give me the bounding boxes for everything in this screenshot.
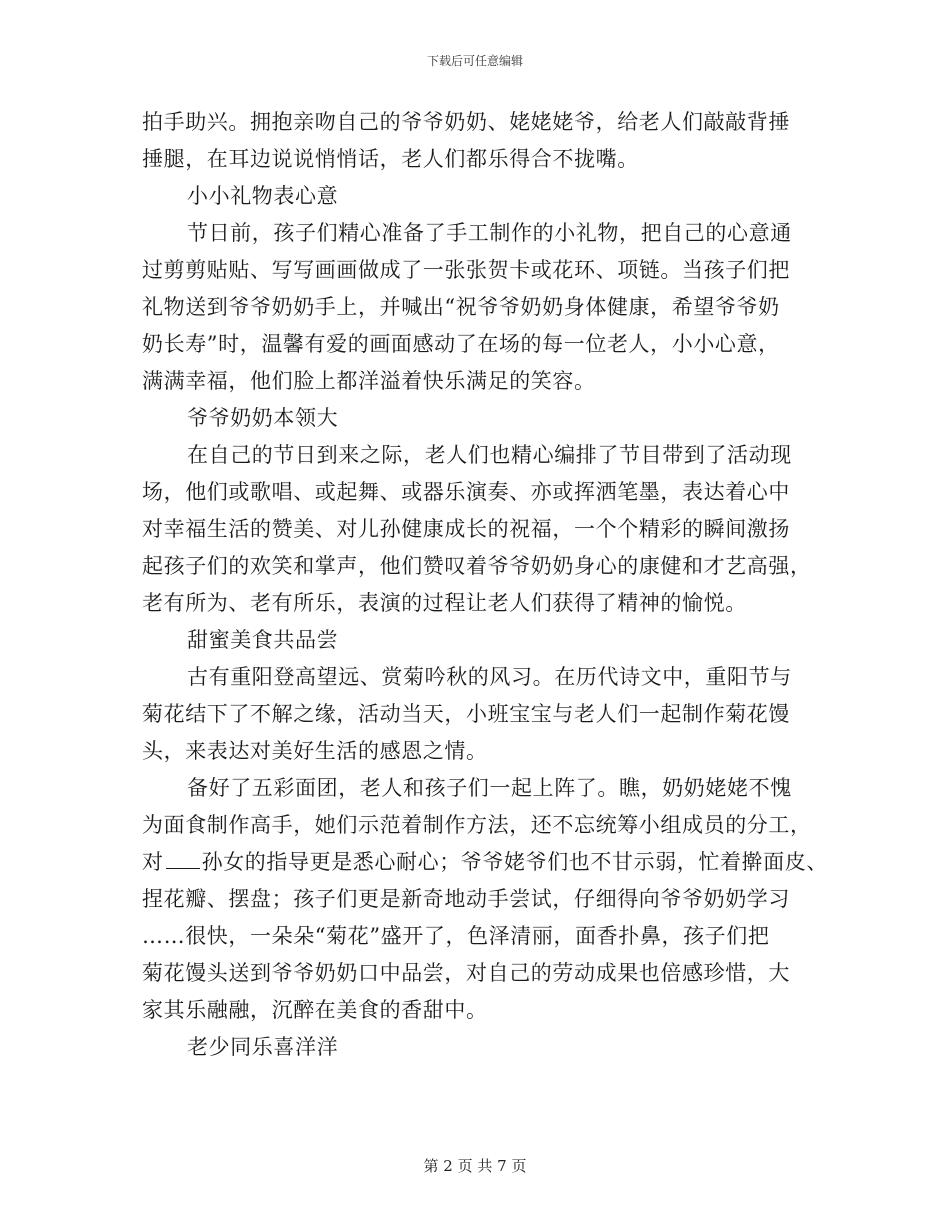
page-header: 下载后可任意编辑: [426, 54, 523, 68]
paragraph-line: 备好了五彩面团，老人和孩子们一起上阵了。瞧，奶奶姥姥不愧: [187, 776, 792, 800]
paragraph-line: 奶长寿”时，温馨有爱的画面感动了在场的每一位老人，小小心意，: [142, 332, 780, 356]
paragraph-line: 场，他们或歌唱、或起舞、或器乐演奏、亦或挥洒笔墨，表达着心中: [142, 480, 790, 504]
paragraph-line: 在自己的节日到来之际，老人们也精心编排了节目带到了活动现: [187, 443, 792, 467]
paragraph-line: ……很快，一朵朵“菊花”盛开了，色泽清丽，面香扑鼻，孩子们把: [142, 924, 770, 948]
fill-in-blank: [166, 848, 200, 869]
paragraph-line: 家其乐融融，沉醉在美食的香甜中。: [142, 998, 488, 1022]
paragraph-line: 菊花结下了不解之缘，活动当天，小班宝宝与老人们一起制作菊花馒: [142, 702, 790, 726]
paragraph-line: 节日前，孩子们精心准备了手工制作的小礼物，把自己的心意通: [187, 221, 792, 245]
paragraph-line: 对幸福生活的赞美、对儿孙健康成长的祝福，一个个精彩的瞬间激扬: [142, 517, 790, 541]
section-heading-food: 甜蜜美食共品尝: [187, 628, 339, 652]
paragraph-line: 菊花馒头送到爷爷奶奶口中品尝，对自己的劳动成果也倍感珍惜，大: [142, 961, 790, 985]
paragraph-line: 礼物送到爷爷奶奶手上，并喊出“祝爷爷奶奶身体健康，希望爷爷奶: [142, 295, 780, 319]
paragraph-line: 拍手助兴。拥抱亲吻自己的爷爷奶奶、姥姥姥爷，给老人们敲敲背捶: [142, 110, 790, 134]
document-body: [142, 104, 829, 1066]
page-number: 第 2 页 共 7 页: [423, 1157, 527, 1175]
paragraph-line: 头，来表达对美好生活的感恩之情。: [142, 739, 488, 763]
section-heading-gifts: 小小礼物表心意: [187, 184, 339, 208]
paragraph-line: 过剪剪贴贴、写写画画做成了一张张贺卡或花环、项链。当孩子们把: [142, 258, 790, 282]
paragraph-line: 古有重阳登高望远、赏菊吟秋的风习。在历代诗文中，重阳节与: [187, 665, 792, 689]
paragraph-line: 为面食制作高手，她们示范着制作方法，还不忘统筹小组成员的分工，: [142, 813, 812, 837]
paragraph-line: [142, 844, 829, 881]
paragraph-line: 起孩子们的欢笑和掌声，他们赞叹着爷爷奶奶身心的康健和才艺高强，: [142, 554, 812, 578]
line-text: 孙女的指导更是悉心耐心；爷爷姥爷们也不甘示弱，忙着擀面皮、: [201, 850, 829, 874]
paragraph-line: 捶腿，在耳边说说悄悄话，老人们都乐得合不拢嘴。: [142, 147, 639, 171]
section-heading-joy: 老少同乐喜洋洋: [187, 1035, 339, 1059]
paragraph-line: 满满幸福，他们脸上都洋溢着快乐满足的笑容。: [142, 369, 596, 393]
line-text: 对: [142, 850, 164, 874]
paragraph-line: 老有所为、老有所乐，表演的过程让老人们获得了精神的愉悦。: [142, 591, 747, 615]
paragraph-line: 捏花瓣、摆盘；孩子们更是新奇地动手尝试，仔细得向爷爷奶奶学习: [142, 887, 790, 911]
section-heading-talents: 爷爷奶奶本领大: [187, 406, 339, 430]
